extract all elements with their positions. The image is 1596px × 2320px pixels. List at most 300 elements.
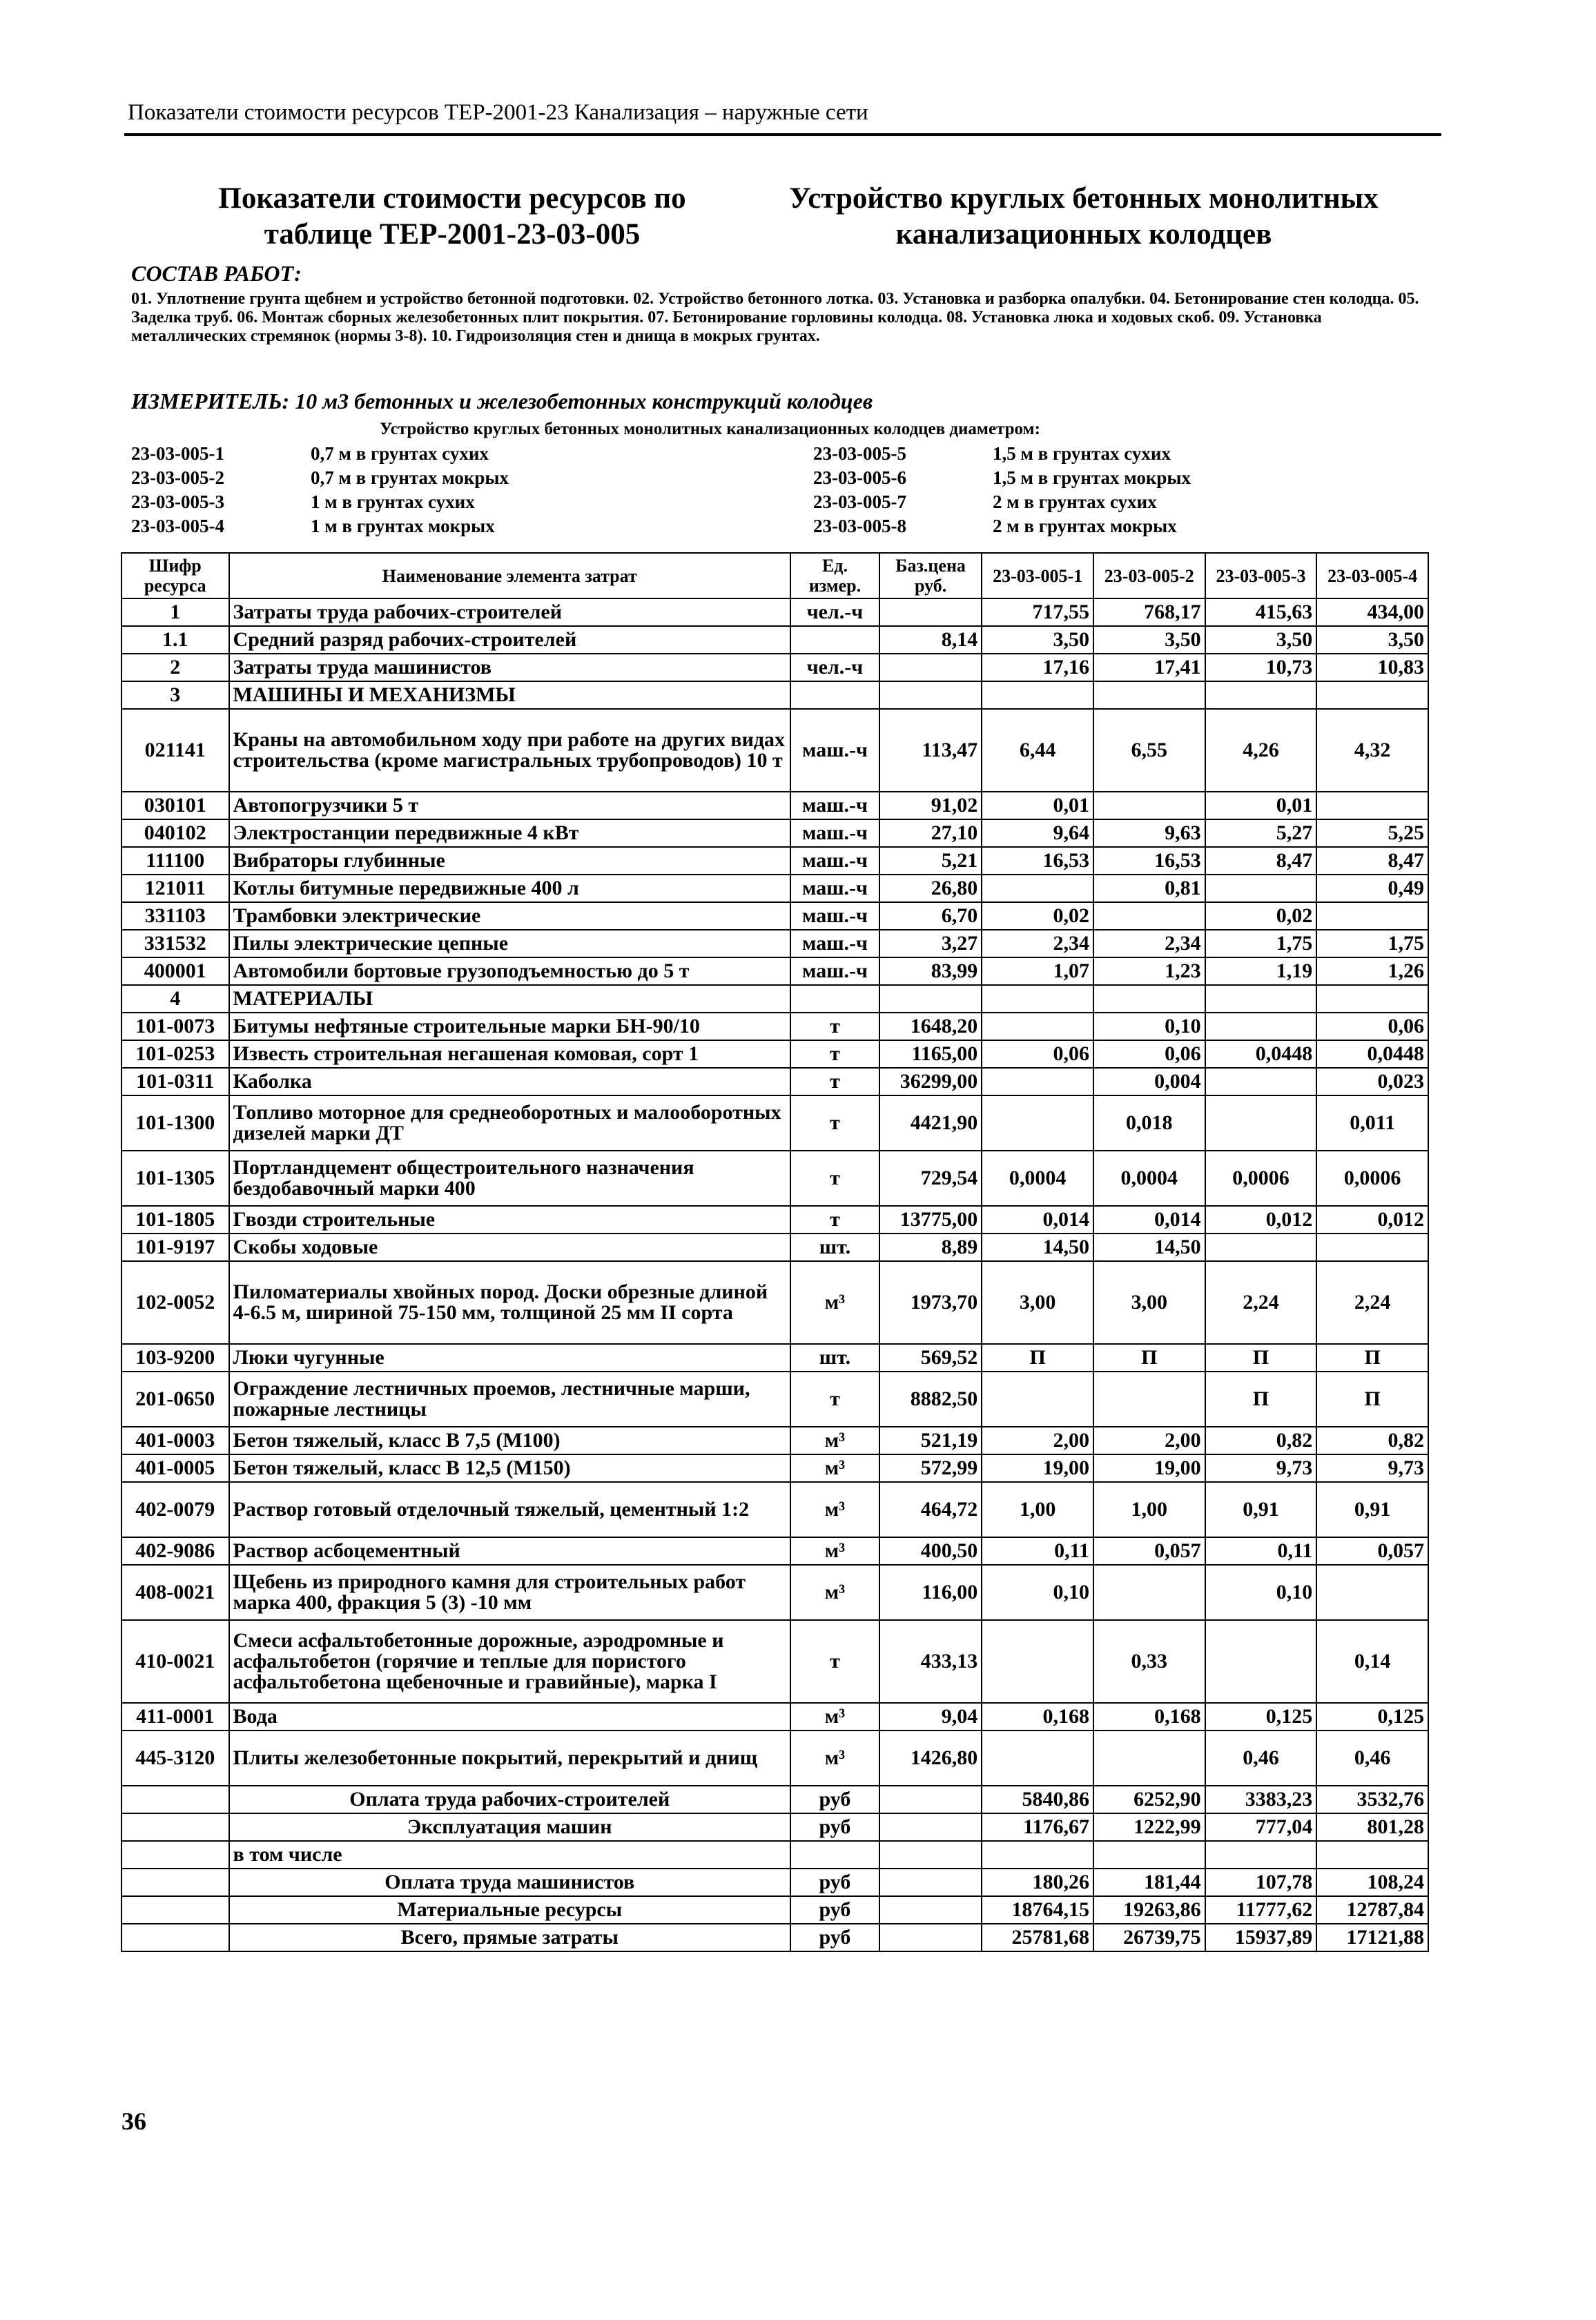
value-col2: 2,34 [1093,930,1205,957]
summary-name: Оплата труда рабочих-строителей [229,1786,790,1813]
section-title: МАТЕРИАЛЫ [229,985,790,1013]
value-col2: 768,17 [1093,598,1205,626]
code-desc: 2 м в грунтах мокрых [993,516,1177,536]
header-col4: 23-03-005-4 [1316,553,1428,598]
table-row [121,1261,1428,1344]
value-col1: 17,16 [982,654,1093,681]
resource-name: Вода [229,1703,790,1731]
value-col1: 14,50 [982,1234,1093,1261]
value-col2 [1093,1372,1205,1427]
base-price: 8,89 [879,1234,982,1261]
resource-code: 103-9200 [121,1344,229,1372]
value-col4: 0,125 [1316,1703,1428,1731]
resource-unit [790,626,879,654]
code-row [131,490,587,514]
resource-table [121,552,1429,1952]
value-col2: 0,014 [1093,1206,1205,1234]
summary-col4: 17121,88 [1316,1924,1428,1951]
value-col3: 0,82 [1205,1427,1317,1454]
code-row [131,442,587,466]
value-col1: 0,014 [982,1206,1093,1234]
value-col1: 9,64 [982,819,1093,847]
resource-code: 2 [121,654,229,681]
code: 23-03-005-7 [813,491,906,512]
base-price: 433,13 [879,1620,982,1703]
value-col4: 0,46 [1316,1731,1428,1786]
value-col1 [982,1095,1093,1151]
resource-name: Котлы битумные передвижные 400 л [229,875,790,902]
base-price: 1426,80 [879,1731,982,1786]
value-col3 [1205,1068,1317,1095]
table-header-row [121,553,1428,598]
value-col1 [982,1620,1093,1703]
value-col2: 14,50 [1093,1234,1205,1261]
code: 23-03-005-2 [131,467,224,488]
resource-unit: чел.-ч [790,598,879,626]
code-row [813,442,1269,466]
summary-col4: 108,24 [1316,1869,1428,1896]
value-col4: 0,14 [1316,1620,1428,1703]
code-row [131,514,587,538]
resource-name: Топливо моторное для среднеоборотных и малооборотных дизелей марки ДТ [229,1095,790,1151]
section-number: 3 [121,681,229,709]
resource-name: Затраты труда машинистов [229,654,790,681]
base-price: 729,54 [879,1151,982,1206]
resource-unit: м³ [790,1565,879,1620]
resource-name: Затраты труда рабочих-строителей [229,598,790,626]
resource-name: Пиломатериалы хвойных пород. Доски обрезные длиной 4-6.5 м, шириной 75-150 мм, толщиной 25 мм II сорта [229,1261,790,1344]
value-col4: 0,49 [1316,875,1428,902]
base-price: 113,47 [879,709,982,792]
value-col1: 0,11 [982,1537,1093,1565]
value-col1: 19,00 [982,1454,1093,1482]
value-col4 [1316,902,1428,930]
value-col2: 6,55 [1093,709,1205,792]
base-price: 569,52 [879,1344,982,1372]
table-row [121,1234,1428,1261]
value-col1: 0,10 [982,1565,1093,1620]
value-col3: 0,01 [1205,792,1317,819]
resource-name: Скобы ходовые [229,1234,790,1261]
resource-unit: т [790,1013,879,1040]
resource-code: 101-0311 [121,1068,229,1095]
value-col4 [1316,1565,1428,1620]
value-col4 [1316,792,1428,819]
summary-unit: руб [790,1924,879,1951]
base-price: 116,00 [879,1565,982,1620]
code-desc: 1,5 м в грунтах мокрых [993,467,1191,488]
base-price: 400,50 [879,1537,982,1565]
summary-unit: руб [790,1786,879,1813]
resource-name: Портландцемент общестроительного назначения бездобавочный марки 400 [229,1151,790,1206]
code: 23-03-005-4 [131,516,224,536]
summary-col1: 5840,86 [982,1786,1093,1813]
base-price: 5,21 [879,847,982,875]
summary-col1: 180,26 [982,1869,1093,1896]
base-price: 8,14 [879,626,982,654]
value-col4: 9,73 [1316,1454,1428,1482]
summary-col3: 3383,23 [1205,1786,1317,1813]
table-title: Показатели стоимости ресурсов по таблице ТЕР-2001-23-03-005 [218,182,686,251]
value-col3 [1205,1013,1317,1040]
summary-col2: 1222,99 [1093,1813,1205,1841]
code-row [813,466,1269,490]
table-row [121,1040,1428,1068]
section-row [121,681,1428,709]
value-col2 [1093,792,1205,819]
summary-col1: 1176,67 [982,1813,1093,1841]
code: 23-03-005-3 [131,491,224,512]
resource-name: Щебень из природного камня для строительных работ марка 400, фракция 5 (3) -10 мм [229,1565,790,1620]
value-col2: 0,06 [1093,1040,1205,1068]
table-row [121,1537,1428,1565]
base-price: 1648,20 [879,1013,982,1040]
value-col1 [982,1013,1093,1040]
value-col1: 0,168 [982,1703,1093,1731]
resource-name: Гвозди строительные [229,1206,790,1234]
value-col3: 415,63 [1205,598,1317,626]
table-row [121,792,1428,819]
value-col2: 0,33 [1093,1620,1205,1703]
value-col2: П [1093,1344,1205,1372]
resource-code: 411-0001 [121,1703,229,1731]
value-col1: 2,00 [982,1427,1093,1454]
summary-col3: 15937,89 [1205,1924,1317,1951]
resource-name: Краны на автомобильном ходу при работе на других видах строительства (кроме магистральных трубопроводов) 10 т [229,709,790,792]
value-col1: 0,02 [982,902,1093,930]
code-desc: 2 м в грунтах сухих [993,491,1157,512]
resource-code: 101-1300 [121,1095,229,1151]
value-col3: 1,19 [1205,957,1317,985]
value-col4: 0,057 [1316,1537,1428,1565]
header-col3: 23-03-005-3 [1205,553,1317,598]
composition-label: СОСТАВ РАБОТ: [131,261,302,286]
resource-code: 121011 [121,875,229,902]
header-price: Баз.цена руб. [879,553,982,598]
resource-unit: маш.-ч [790,792,879,819]
base-price: 36299,00 [879,1068,982,1095]
header-name: Наименование элемента затрат [229,553,790,598]
value-col1: 3,00 [982,1261,1093,1344]
value-col4: 1,26 [1316,957,1428,985]
resource-unit: т [790,1372,879,1427]
table-row [121,626,1428,654]
diameter-caption: Устройство круглых бетонных монолитных канализационных колодцев диаметром: [380,420,1040,438]
value-col2: 19,00 [1093,1454,1205,1482]
value-col3: 0,0006 [1205,1151,1317,1206]
value-col1: П [982,1344,1093,1372]
codes-left [131,442,587,538]
value-col2: 0,004 [1093,1068,1205,1095]
value-col2: 0,10 [1093,1013,1205,1040]
summary-col2: 181,44 [1093,1869,1205,1896]
base-price: 91,02 [879,792,982,819]
summary-row [121,1813,1428,1841]
measure-label: ИЗМЕРИТЕЛЬ: 10 м3 бетонных и железобетонных конструкций колодцев [131,389,873,413]
resource-name: Бетон тяжелый, класс В 7,5 (М100) [229,1427,790,1454]
resource-code: 401-0003 [121,1427,229,1454]
value-col1: 6,44 [982,709,1093,792]
value-col4: П [1316,1372,1428,1427]
header-rule [124,133,1441,136]
value-col1: 1,00 [982,1482,1093,1537]
table-row [121,1344,1428,1372]
table-row [121,1482,1428,1537]
value-col3: 0,11 [1205,1537,1317,1565]
value-col3: 0,02 [1205,902,1317,930]
resource-unit: м³ [790,1537,879,1565]
resource-unit: м³ [790,1703,879,1731]
base-price: 13775,00 [879,1206,982,1234]
base-price: 572,99 [879,1454,982,1482]
resource-code: 402-9086 [121,1537,229,1565]
resource-name: Трамбовки электрические [229,902,790,930]
resource-code: 1.1 [121,626,229,654]
resource-unit: маш.-ч [790,709,879,792]
resource-unit: т [790,1068,879,1095]
table-row [121,598,1428,626]
table-row [121,1731,1428,1786]
table-row [121,930,1428,957]
table-row [121,847,1428,875]
value-col4: 5,25 [1316,819,1428,847]
resource-code: 030101 [121,792,229,819]
resource-code: 101-1805 [121,1206,229,1234]
value-col4: 0,82 [1316,1427,1428,1454]
resource-unit: т [790,1095,879,1151]
summary-row [121,1896,1428,1924]
summary-unit: руб [790,1896,879,1924]
summary-row [121,1869,1428,1896]
resource-name: Вибраторы глубинные [229,847,790,875]
resource-name: Битумы нефтяные строительные марки БН-90/10 [229,1013,790,1040]
code-desc: 1,5 м в грунтах сухих [993,443,1171,464]
summary-row [121,1924,1428,1951]
value-col3: 0,46 [1205,1731,1317,1786]
table-row [121,1206,1428,1234]
table-row [121,819,1428,847]
value-col3 [1205,1095,1317,1151]
resource-name: Электростанции передвижные 4 кВт [229,819,790,847]
table-row [121,1372,1428,1427]
resource-unit: т [790,1040,879,1068]
section-number: 4 [121,985,229,1013]
summary-col4: 3532,76 [1316,1786,1428,1813]
resource-code: 021141 [121,709,229,792]
summary-unit: руб [790,1869,879,1896]
value-col4 [1316,1234,1428,1261]
resource-unit: маш.-ч [790,957,879,985]
value-col2: 17,41 [1093,654,1205,681]
value-col3: 8,47 [1205,847,1317,875]
resource-name: Люки чугунные [229,1344,790,1372]
summary-unit: руб [790,1813,879,1841]
value-col1: 0,01 [982,792,1093,819]
resource-code: 408-0021 [121,1565,229,1620]
value-col2: 0,0004 [1093,1151,1205,1206]
resource-code: 331532 [121,930,229,957]
value-col1 [982,1068,1093,1095]
table-row [121,1013,1428,1040]
value-col4: 434,00 [1316,598,1428,626]
value-col2: 0,057 [1093,1537,1205,1565]
summary-col4: 801,28 [1316,1813,1428,1841]
value-col2: 16,53 [1093,847,1205,875]
value-col1 [982,1731,1093,1786]
value-col3: П [1205,1372,1317,1427]
summary-col2: 6252,90 [1093,1786,1205,1813]
section-title: МАШИНЫ И МЕХАНИЗМЫ [229,681,790,709]
base-price: 521,19 [879,1427,982,1454]
value-col3: П [1205,1344,1317,1372]
table-row [121,957,1428,985]
table-row [121,902,1428,930]
section-row [121,985,1428,1013]
summary-col3: 777,04 [1205,1813,1317,1841]
base-price: 8882,50 [879,1372,982,1427]
value-col1: 2,34 [982,930,1093,957]
value-col3: 0,0448 [1205,1040,1317,1068]
code: 23-03-005-5 [813,443,906,464]
base-price: 83,99 [879,957,982,985]
base-price: 1973,70 [879,1261,982,1344]
code: 23-03-005-1 [131,443,224,464]
code-desc: 0,7 м в грунтах мокрых [311,467,509,488]
value-col3 [1205,875,1317,902]
value-col4: 0,012 [1316,1206,1428,1234]
value-col4: 2,24 [1316,1261,1428,1344]
resource-code: 101-0073 [121,1013,229,1040]
resource-unit: т [790,1206,879,1234]
code-desc: 1 м в грунтах мокрых [311,516,495,536]
summary-name: Оплата труда машинистов [229,1869,790,1896]
resource-name: Автопогрузчики 5 т [229,792,790,819]
value-col3: 1,75 [1205,930,1317,957]
value-col3: 2,24 [1205,1261,1317,1344]
summary-col2: 19263,86 [1093,1896,1205,1924]
code: 23-03-005-6 [813,467,906,488]
table-row [121,654,1428,681]
table-row [121,1095,1428,1151]
resource-name: Ограждение лестничных проемов, лестничные марши, пожарные лестницы [229,1372,790,1427]
resource-name: Известь строительная негашеная комовая, сорт 1 [229,1040,790,1068]
resource-code: 401-0005 [121,1454,229,1482]
resource-unit: маш.-ч [790,875,879,902]
resource-name: Пилы электрические цепные [229,930,790,957]
resource-code: 101-0253 [121,1040,229,1068]
value-col3: 0,91 [1205,1482,1317,1537]
base-price: 1165,00 [879,1040,982,1068]
value-col2: 0,168 [1093,1703,1205,1731]
value-col3: 0,10 [1205,1565,1317,1620]
resource-unit: чел.-ч [790,654,879,681]
table-row [121,1427,1428,1454]
header-col2: 23-03-005-2 [1093,553,1205,598]
resource-unit: маш.-ч [790,847,879,875]
running-header: Показатели стоимости ресурсов ТЕР-2001-23 Канализация – наружные сети [128,100,868,125]
summary-col2: 26739,75 [1093,1924,1205,1951]
value-col4: 4,32 [1316,709,1428,792]
summary-col4: 12787,84 [1316,1896,1428,1924]
code-desc: 0,7 м в грунтах сухих [311,443,489,464]
resource-unit: маш.-ч [790,902,879,930]
value-col3 [1205,1234,1317,1261]
code-row [813,514,1269,538]
resource-unit: маш.-ч [790,819,879,847]
summary-name: Всего, прямые затраты [229,1924,790,1951]
resource-name: Смеси асфальтобетонные дорожные, аэродромные и асфальтобетон (горячие и теплые для пористого асфальтобетона щебеночные и гравийные), марка I [229,1620,790,1703]
resource-unit: шт. [790,1234,879,1261]
resource-name: Бетон тяжелый, класс В 12,5 (М150) [229,1454,790,1482]
table-row [121,875,1428,902]
value-col2: 0,018 [1093,1095,1205,1151]
resource-code: 410-0021 [121,1620,229,1703]
value-col1: 0,0004 [982,1151,1093,1206]
resource-code: 445-3120 [121,1731,229,1786]
base-price: 4421,90 [879,1095,982,1151]
value-col1: 717,55 [982,598,1093,626]
summary-row [121,1841,1428,1869]
value-col4: П [1316,1344,1428,1372]
value-col4: 1,75 [1316,930,1428,957]
summary-col3: 11777,62 [1205,1896,1317,1924]
resource-code: 040102 [121,819,229,847]
value-col4: 0,06 [1316,1013,1428,1040]
resource-unit: м³ [790,1261,879,1344]
value-col1: 0,06 [982,1040,1093,1068]
resource-name: Автомобили бортовые грузоподъемностью до 5 т [229,957,790,985]
base-price: 9,04 [879,1703,982,1731]
value-col1: 16,53 [982,847,1093,875]
value-col4: 0,91 [1316,1482,1428,1537]
table-row [121,709,1428,792]
header-unit: Ед. измер. [790,553,879,598]
base-price: 3,27 [879,930,982,957]
resource-name: Плиты железобетонные покрытий, перекрытий и днищ [229,1731,790,1786]
value-col2: 1,00 [1093,1482,1205,1537]
value-col2 [1093,1565,1205,1620]
resource-code: 402-0079 [121,1482,229,1537]
table-row [121,1620,1428,1703]
header-code: Шифр ресурса [121,553,229,598]
value-col1: 3,50 [982,626,1093,654]
value-col1: 1,07 [982,957,1093,985]
table-row [121,1565,1428,1620]
table-row [121,1454,1428,1482]
resource-code: 101-9197 [121,1234,229,1261]
value-col4: 10,83 [1316,654,1428,681]
resource-code: 111100 [121,847,229,875]
value-col1 [982,1372,1093,1427]
summary-col1: 18764,15 [982,1896,1093,1924]
value-col2: 1,23 [1093,957,1205,985]
value-col2: 3,50 [1093,626,1205,654]
table-row [121,1068,1428,1095]
value-col3 [1205,1620,1317,1703]
base-price: 26,80 [879,875,982,902]
value-col1 [982,875,1093,902]
value-col4: 3,50 [1316,626,1428,654]
summary-col1: 25781,68 [982,1924,1093,1951]
value-col3: 0,125 [1205,1703,1317,1731]
codes-right [813,442,1269,538]
base-price: 464,72 [879,1482,982,1537]
header-col1: 23-03-005-1 [982,553,1093,598]
value-col3: 5,27 [1205,819,1317,847]
value-col4: 0,023 [1316,1068,1428,1095]
value-col2 [1093,902,1205,930]
base-price [879,654,982,681]
